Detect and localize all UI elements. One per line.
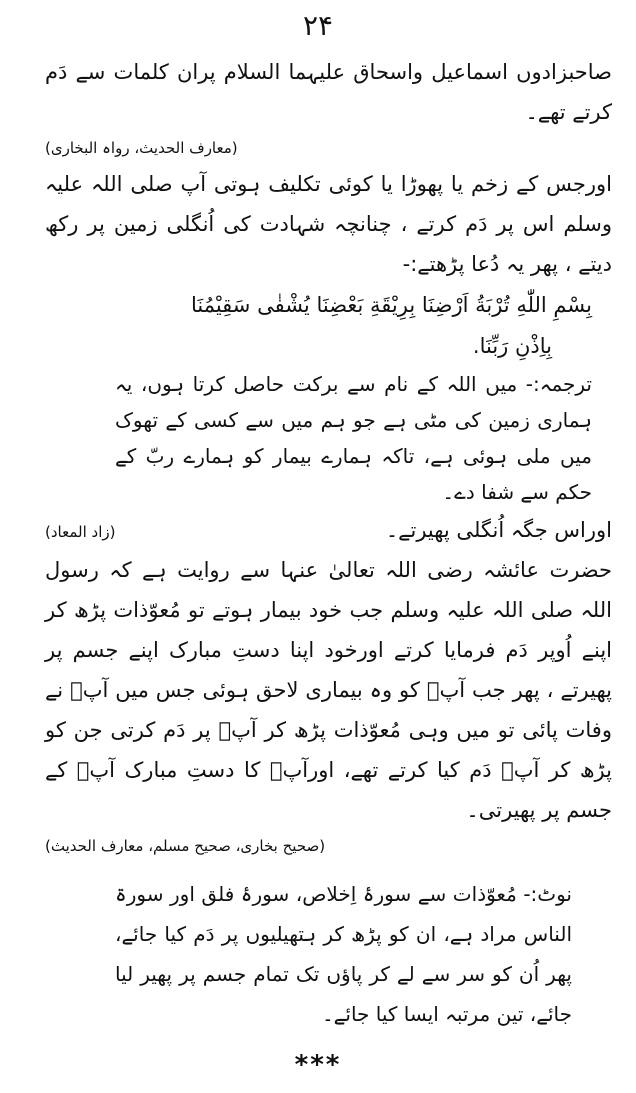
arabic-dua-line-2: بِاِذْنِ رَبِّنَا. xyxy=(472,334,552,358)
reference-maarif-bukhari: (معارف الحدیث، رواہ البخاری) xyxy=(45,139,238,157)
aisha-narration-paragraph: حضرت عائشہ رضی اللہ تعالیٰ عنہا سے روایت ہے کہ رسول اللہ صلی اللہ علیہ وسلم جب خود بیمار ہوتے تو مُعوّذات پڑھ کر اپنے اُوپر دَم فرمایا کرتے اورخود اپنا دستِ مبارک اپنے جسم پر پھیرتے ، پھر جب آپؐ کو وہ بیماری لاحق ہوئی جس میں آپؐ نے وفات پائی تو میں وہی مُعوّذات پڑھ کر آپؐ پر دَم کرتی جن کو پڑھ کر آپؐ دَم کیا کرتے تھے، اورآپؐ کا دستِ مبارک آپؐ کے جسم پر پھیرتی۔ xyxy=(45,558,612,822)
page-number: ۲۴ xyxy=(302,9,334,42)
page-body xyxy=(45,52,612,1034)
finger-line: اوراس جگہ اُنگلی پھیرتے۔ xyxy=(385,518,612,542)
note-paragraph: نوٹ:- مُعوّذات سے سورۂ اِخلاص، سورۂ فلق اور سورۃ الناس مراد ہے، ان کو پڑھ کر ہتھیلیوں پر دَم کیا جائے، پھر اُن کو سر سے لے کر پاؤں تک تمام جسم پر پھیر لیا جائے، تین مرتبہ ایسا کیا جائے۔ xyxy=(115,882,572,1026)
finger-line-row xyxy=(45,510,612,550)
translation-paragraph: ترجمہ:- میں اللہ کے نام سے برکت حاصل کرتا ہوں، یہ ہماری زمین کی مٹی ہے جو ہم میں سے کسی کے تھوک میں ملی ہوئی ہے، تاکہ ہمارے بیمار کو ہمارے ربّ کے حکم سے شفا دے۔ xyxy=(115,372,592,504)
end-asterisks: *** xyxy=(294,1050,342,1080)
reference-zad-al-maad: (زاد المعاد) xyxy=(45,523,116,541)
arabic-dua-line-1: بِسْمِ اللّٰهِ تُرْبَةُ اَرْضِنَا بِرِيْقَةِ بَعْضِنَا يُشْفٰى سَقِيْمُنَا xyxy=(190,293,592,317)
opening-line: صاحبزادوں اسماعیل واسحاق علیہما السلام پران کلمات سے دَم کرتے تھے۔ xyxy=(45,60,612,124)
reference-bukhari-muslim: (صحیح بخاری، صحیح مسلم، معارف الحدیث) xyxy=(45,837,326,855)
wound-paragraph: اورجس کے زخم یا پھوڑا یا کوئی تکلیف ہوتی آپ صلی اللہ علیہ وسلم اس پر دَم کرتے ، چنانچہ شہادت کی اُنگلی زمین پر رکھ دیتے ، پھر یہ دُعا پڑھتے:- xyxy=(45,172,612,276)
